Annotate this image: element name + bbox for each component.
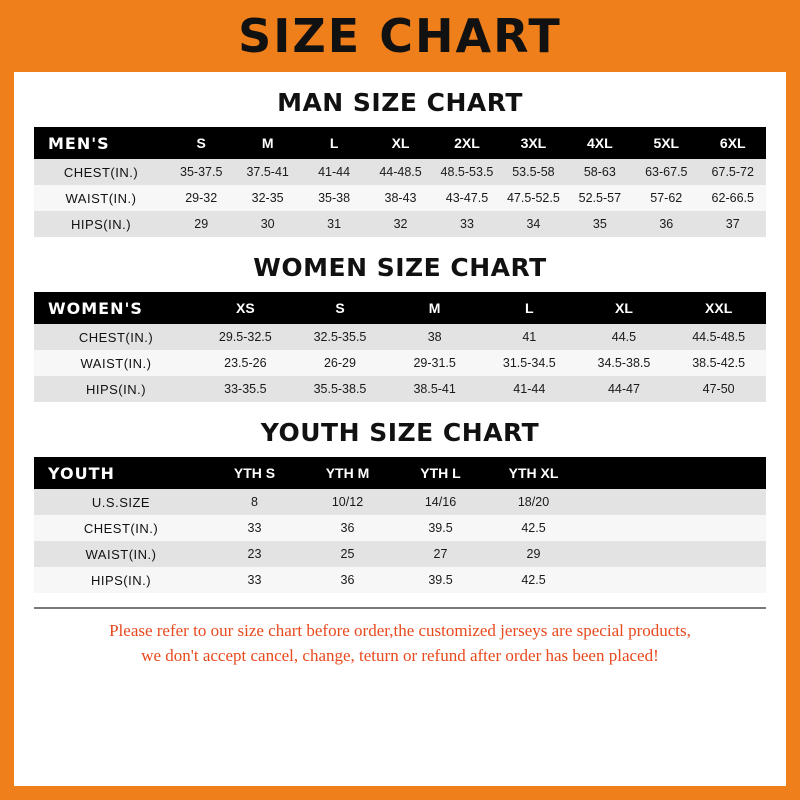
men-col-4xl: 4XL xyxy=(567,127,633,159)
page-title: SIZE CHART xyxy=(238,9,562,63)
footer-disclaimer xyxy=(34,607,766,668)
men-col-5xl: 5XL xyxy=(633,127,699,159)
men-hips-xl: 32 xyxy=(367,211,433,237)
men-col-m: M xyxy=(234,127,300,159)
women-hips-s: 35.5-38.5 xyxy=(293,376,388,402)
women-col-m: M xyxy=(387,292,482,324)
women-waist-label: WAIST(IN.) xyxy=(34,350,198,376)
women-waist-xs: 23.5-26 xyxy=(198,350,293,376)
men-chest-xl: 44-48.5 xyxy=(367,159,433,185)
youth-waist-blank-2 xyxy=(673,541,766,567)
women-col-xs: XS xyxy=(198,292,293,324)
women-chest-xxl: 44.5-48.5 xyxy=(671,324,766,350)
women-waist-xl: 34.5-38.5 xyxy=(577,350,672,376)
youth-col-s: YTH S xyxy=(208,457,301,489)
youth-chest-blank-2 xyxy=(673,515,766,541)
men-waist-3xl: 47.5-52.5 xyxy=(500,185,566,211)
youth-ussize-s: 8 xyxy=(208,489,301,515)
men-col-2xl: 2XL xyxy=(434,127,500,159)
men-hips-label: HIPS(IN.) xyxy=(34,211,168,237)
women-waist-m: 29-31.5 xyxy=(387,350,482,376)
women-chest-l: 41 xyxy=(482,324,577,350)
table-row xyxy=(34,567,766,593)
youth-hips-blank-2 xyxy=(673,567,766,593)
women-header-row xyxy=(34,292,766,324)
youth-chest-blank-1 xyxy=(580,515,673,541)
men-col-xl: XL xyxy=(367,127,433,159)
youth-ussize-m: 10/12 xyxy=(301,489,394,515)
youth-row-label-header: YOUTH xyxy=(34,457,208,489)
women-chest-label: CHEST(IN.) xyxy=(34,324,198,350)
women-col-xl: XL xyxy=(577,292,672,324)
women-chest-xs: 29.5-32.5 xyxy=(198,324,293,350)
men-hips-4xl: 35 xyxy=(567,211,633,237)
youth-table-head xyxy=(34,457,766,489)
men-hips-s: 29 xyxy=(168,211,234,237)
men-col-l: L xyxy=(301,127,367,159)
youth-header-row xyxy=(34,457,766,489)
men-waist-4xl: 52.5-57 xyxy=(567,185,633,211)
women-chest-s: 32.5-35.5 xyxy=(293,324,388,350)
men-hips-6xl: 37 xyxy=(700,211,767,237)
youth-section-title: YOUTH SIZE CHART xyxy=(260,418,540,447)
youth-ussize-xl: 18/20 xyxy=(487,489,580,515)
youth-col-xl: YTH XL xyxy=(487,457,580,489)
youth-col-blank-2 xyxy=(673,457,766,489)
men-header-row xyxy=(34,127,766,159)
men-waist-s: 29-32 xyxy=(168,185,234,211)
youth-waist-m: 25 xyxy=(301,541,394,567)
youth-waist-l: 27 xyxy=(394,541,487,567)
men-chest-4xl: 58-63 xyxy=(567,159,633,185)
men-waist-2xl: 43-47.5 xyxy=(434,185,500,211)
youth-hips-blank-1 xyxy=(580,567,673,593)
youth-hips-m: 36 xyxy=(301,567,394,593)
youth-waist-label: WAIST(IN.) xyxy=(34,541,208,567)
youth-waist-blank-1 xyxy=(580,541,673,567)
men-hips-3xl: 34 xyxy=(500,211,566,237)
youth-ussize-label: U.S.SIZE xyxy=(34,489,208,515)
men-size-table xyxy=(34,127,766,237)
youth-col-l: YTH L xyxy=(394,457,487,489)
men-col-s: S xyxy=(168,127,234,159)
youth-col-blank-1 xyxy=(580,457,673,489)
youth-waist-s: 23 xyxy=(208,541,301,567)
footer-line-1: Please refer to our size chart before order,the customized jerseys are special products, xyxy=(109,621,691,640)
youth-chest-s: 33 xyxy=(208,515,301,541)
men-hips-l: 31 xyxy=(301,211,367,237)
men-waist-m: 32-35 xyxy=(234,185,300,211)
men-waist-l: 35-38 xyxy=(301,185,367,211)
youth-chest-label: CHEST(IN.) xyxy=(34,515,208,541)
women-chest-xl: 44.5 xyxy=(577,324,672,350)
women-waist-l: 31.5-34.5 xyxy=(482,350,577,376)
youth-hips-xl: 42.5 xyxy=(487,567,580,593)
men-chest-label: CHEST(IN.) xyxy=(34,159,168,185)
youth-ussize-blank-1 xyxy=(580,489,673,515)
men-table-head xyxy=(34,127,766,159)
women-col-s: S xyxy=(293,292,388,324)
women-hips-xxl: 47-50 xyxy=(671,376,766,402)
men-col-6xl: 6XL xyxy=(700,127,767,159)
youth-size-table xyxy=(34,457,766,593)
men-waist-6xl: 62-66.5 xyxy=(700,185,767,211)
men-hips-2xl: 33 xyxy=(434,211,500,237)
women-col-xxl: XXL xyxy=(671,292,766,324)
men-chest-6xl: 67.5-72 xyxy=(700,159,767,185)
men-hips-5xl: 36 xyxy=(633,211,699,237)
youth-ussize-blank-2 xyxy=(673,489,766,515)
table-row xyxy=(34,185,766,211)
footer-line-2: we don't accept cancel, change, teturn or refund after order has been placed! xyxy=(141,645,659,665)
women-col-l: L xyxy=(482,292,577,324)
men-waist-label: WAIST(IN.) xyxy=(34,185,168,211)
women-hips-xl: 44-47 xyxy=(577,376,672,402)
women-hips-m: 38.5-41 xyxy=(387,376,482,402)
youth-hips-l: 39.5 xyxy=(394,567,487,593)
youth-col-m: YTH M xyxy=(301,457,394,489)
men-waist-xl: 38-43 xyxy=(367,185,433,211)
women-table-body xyxy=(34,324,766,402)
table-row xyxy=(34,324,766,350)
youth-ussize-l: 14/16 xyxy=(394,489,487,515)
youth-chest-m: 36 xyxy=(301,515,394,541)
men-row-label-header: MEN'S xyxy=(34,127,168,159)
men-chest-3xl: 53.5-58 xyxy=(500,159,566,185)
men-section-title: MAN SIZE CHART xyxy=(277,88,523,117)
page-banner xyxy=(0,0,800,72)
women-hips-label: HIPS(IN.) xyxy=(34,376,198,402)
men-table-body xyxy=(34,159,766,237)
table-row xyxy=(34,376,766,402)
women-size-table xyxy=(34,292,766,402)
women-chest-m: 38 xyxy=(387,324,482,350)
men-chest-5xl: 63-67.5 xyxy=(633,159,699,185)
men-chest-2xl: 48.5-53.5 xyxy=(434,159,500,185)
women-waist-s: 26-29 xyxy=(293,350,388,376)
men-col-3xl: 3XL xyxy=(500,127,566,159)
youth-hips-label: HIPS(IN.) xyxy=(34,567,208,593)
table-row xyxy=(34,211,766,237)
bottom-accent-bar xyxy=(0,786,800,800)
youth-hips-s: 33 xyxy=(208,567,301,593)
youth-waist-xl: 29 xyxy=(487,541,580,567)
table-row xyxy=(34,541,766,567)
table-row xyxy=(34,515,766,541)
youth-table-body xyxy=(34,489,766,593)
men-hips-m: 30 xyxy=(234,211,300,237)
women-hips-l: 41-44 xyxy=(482,376,577,402)
table-row xyxy=(34,350,766,376)
women-hips-xs: 33-35.5 xyxy=(198,376,293,402)
women-section-title: WOMEN SIZE CHART xyxy=(253,253,547,282)
men-waist-5xl: 57-62 xyxy=(633,185,699,211)
youth-chest-l: 39.5 xyxy=(394,515,487,541)
men-chest-m: 37.5-41 xyxy=(234,159,300,185)
table-row xyxy=(34,489,766,515)
men-chest-l: 41-44 xyxy=(301,159,367,185)
table-row xyxy=(34,159,766,185)
men-chest-s: 35-37.5 xyxy=(168,159,234,185)
women-table-head xyxy=(34,292,766,324)
chart-content xyxy=(14,88,786,668)
youth-chest-xl: 42.5 xyxy=(487,515,580,541)
women-row-label-header: WOMEN'S xyxy=(34,292,198,324)
women-waist-xxl: 38.5-42.5 xyxy=(671,350,766,376)
